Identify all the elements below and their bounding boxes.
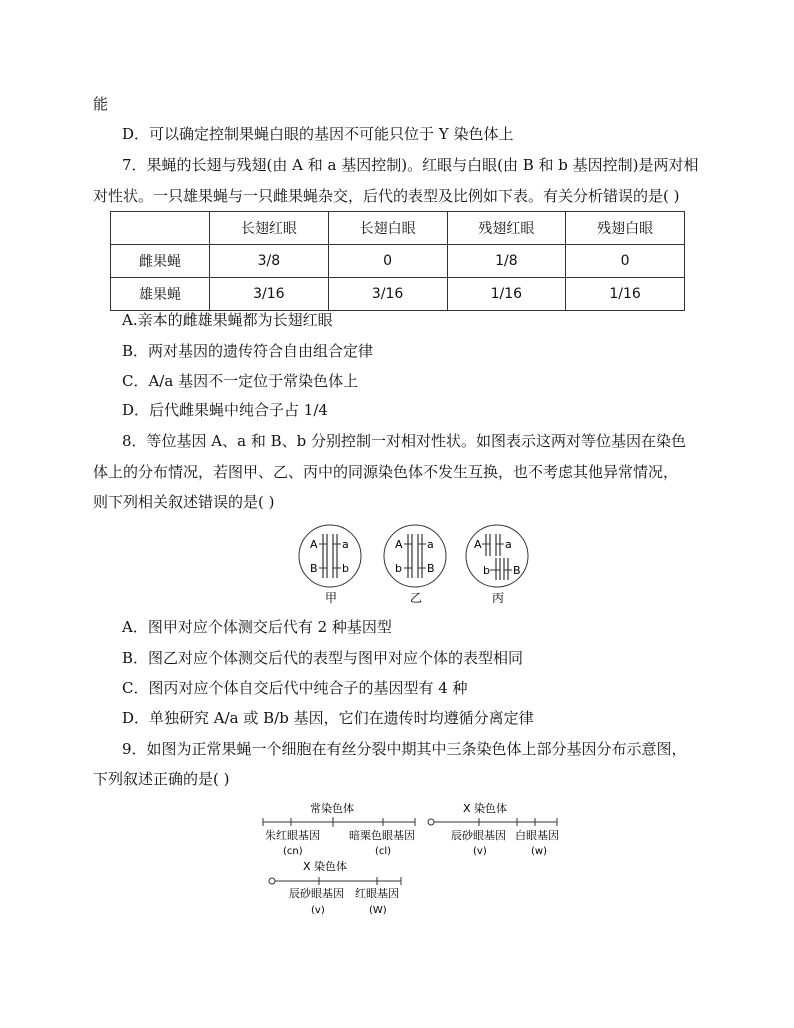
cell-bing (466, 525, 528, 605)
cell-jia (299, 525, 361, 605)
table-header-cell (111, 212, 210, 245)
figure-caption: 乙 (410, 591, 423, 605)
gene-symbol: (v) (473, 846, 487, 857)
question-9-stem-cont: 下列叙述正确的是( ) (93, 770, 230, 788)
figure-caption: 丙 (492, 591, 505, 605)
gene-label: a (342, 538, 349, 551)
question-8-stem-cont: 则下列相关叙述错误的是( ) (93, 493, 275, 511)
text-line: 能 (93, 95, 109, 113)
table-row (111, 245, 685, 278)
gene-symbol: (cl) (375, 846, 392, 857)
table-cell: 1/8 (447, 245, 566, 278)
table-cell: 0 (328, 245, 447, 278)
x-chromosome-map-1 (428, 801, 559, 857)
gene-name: 白眼基因 (515, 829, 559, 842)
gene-name: 朱红眼基因 (265, 829, 320, 842)
gene-name: 红眼基因 (355, 887, 399, 900)
gene-label: a (505, 538, 512, 551)
option-b-q8: B．图乙对应个体测交后代的表型与图甲对应个体的表型相同 (122, 649, 524, 667)
gene-label: b (483, 564, 490, 577)
gene-label: B (427, 562, 435, 575)
question-8-stem: 8．等位基因 A、a 和 B、b 分别控制一对相对性状。如图表示这两对等位基因在染色 (122, 432, 687, 450)
gene-symbol: (w) (531, 846, 547, 857)
question-7-stem: 7．果蝇的长翅与残翅(由 A 和 a 基因控制)。红眼与白眼(由 B 和 b 基因控制)是两对相 (122, 156, 699, 174)
table-header-cell: 残翅红眼 (447, 212, 566, 245)
table-cell: 3/16 (210, 278, 329, 311)
option-c-q8: C．图丙对应个体自交后代中纯合子的基因型有 4 种 (122, 679, 468, 697)
gene-label: B (310, 562, 318, 575)
autosome-map (263, 801, 415, 857)
question-8-stem-cont: 体上的分布情况，若图甲、乙、丙中的同源染色体不发生互换，也不考虑其他异常情况， (93, 463, 679, 481)
chromosome-title: X 染色体 (463, 802, 508, 815)
gene-symbol: (cn) (283, 846, 303, 857)
option-a-q8: A．图甲对应个体测交后代有 2 种基因型 (122, 618, 392, 636)
question-7-stem-cont: 对性状。一只雄果蝇与一只雌果蝇杂交，后代的表型及比例如下表。有关分析错误的是( ) (93, 187, 680, 205)
gene-name: 辰砂眼基因 (289, 887, 344, 900)
phenotype-ratio-table (110, 211, 685, 311)
option-d-q8: D．单独研究 A/a 或 B/b 基因，它们在遗传时均遵循分离定律 (122, 709, 534, 727)
option-d-q7: D．后代雌果蝇中纯合子占 1/4 (122, 401, 328, 419)
table-cell: 3/8 (210, 245, 329, 278)
option-a-q7: A.亲本的雌雄果蝇都为长翅红眼 (122, 311, 333, 329)
table-header-cell: 长翅白眼 (328, 212, 447, 245)
option-d-q6: D．可以确定控制果蝇白眼的基因不可能只位于 Y 染色体上 (122, 125, 514, 143)
chromosome-title: X 染色体 (303, 860, 348, 873)
gene-label: A (395, 538, 403, 551)
gene-label: b (395, 562, 402, 575)
gene-label: A (310, 538, 318, 551)
question-9-stem: 9．如图为正常果蝇一个细胞在有丝分裂中期其中三条染色体上部分基因分布示意图， (122, 740, 687, 758)
table-header-row (111, 212, 685, 245)
gene-label: B (513, 564, 521, 577)
table-cell: 0 (566, 245, 685, 278)
table-cell: 1/16 (447, 278, 566, 311)
chromosome-title: 常染色体 (310, 802, 354, 815)
table-cell: 雄果蝇 (111, 278, 210, 311)
gene-label: A (474, 538, 482, 551)
gene-label: a (427, 538, 434, 551)
option-c-q7: C．A/a 基因不一定位于常染色体上 (122, 372, 359, 390)
table-cell: 3/16 (328, 278, 447, 311)
gene-symbol: (W) (369, 905, 387, 916)
gene-label: b (342, 562, 349, 575)
gene-symbol: (v) (311, 905, 325, 916)
gene-name: 暗栗色眼基因 (349, 829, 415, 842)
table-cell: 1/16 (566, 278, 685, 311)
option-b-q7: B．两对基因的遗传符合自由组合定律 (122, 342, 374, 360)
table-header-cell: 残翅白眼 (566, 212, 685, 245)
table-row (111, 278, 685, 311)
gene-map-figure (255, 796, 575, 921)
table-cell: 雌果蝇 (111, 245, 210, 278)
cell-yi (384, 525, 446, 605)
table-header-cell: 长翅红眼 (210, 212, 329, 245)
chromosome-cells-figure (290, 520, 540, 610)
figure-caption: 甲 (325, 591, 338, 605)
x-chromosome-map-2 (269, 859, 401, 916)
gene-name: 辰砂眼基因 (451, 829, 506, 842)
